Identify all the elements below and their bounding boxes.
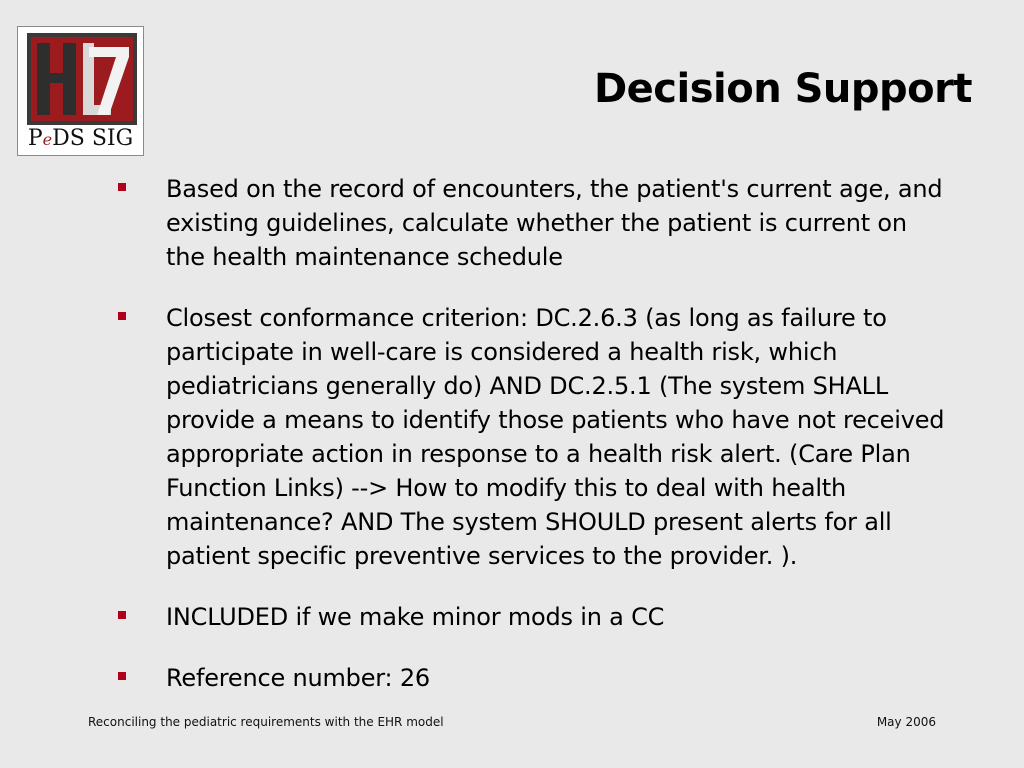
- bullet-item: [115, 301, 945, 573]
- bullet-text: Closest conformance criterion: DC.2.6.3 (as long as failure to participate in well-care is considered a health risk, which pediatricians generally do) AND DC.2.5.1 (The system SHALL provide a means to identify those patients who have not received appropriate action in response to a health risk alert. (Care Plan Function Links) --> How to modify this to deal with health maintenance? AND The system SHOULD present alerts for all patient specific preventive services to the provider. ).: [166, 304, 945, 570]
- footer-caption: Reconciling the pediatric requirements with the EHR model: [88, 715, 444, 729]
- bullet-item: [115, 600, 945, 634]
- slide-title: Decision Support: [593, 66, 972, 112]
- bullet-text: Reference number: 26: [166, 664, 430, 692]
- bullet-text: INCLUDED if we make minor mods in a CC: [166, 603, 665, 631]
- footer-date: May 2006: [876, 715, 936, 729]
- bullet-marker-icon: [118, 672, 126, 680]
- bullet-marker-icon: [118, 312, 126, 320]
- bullet-list: [115, 172, 945, 722]
- hl7-logo-mark: [27, 33, 137, 125]
- bullet-text: Based on the record of encounters, the patient's current age, and existing guidelines, calculate whether the patient is current on the health maintenance schedule: [166, 175, 943, 271]
- bullet-item: [115, 661, 945, 695]
- bullet-marker-icon: [118, 183, 126, 191]
- bullet-item: [115, 172, 945, 274]
- bullet-marker-icon: [118, 611, 126, 619]
- hl7-peds-sig-logo: [17, 26, 144, 156]
- logo-caption: PeDS SIG: [27, 126, 134, 151]
